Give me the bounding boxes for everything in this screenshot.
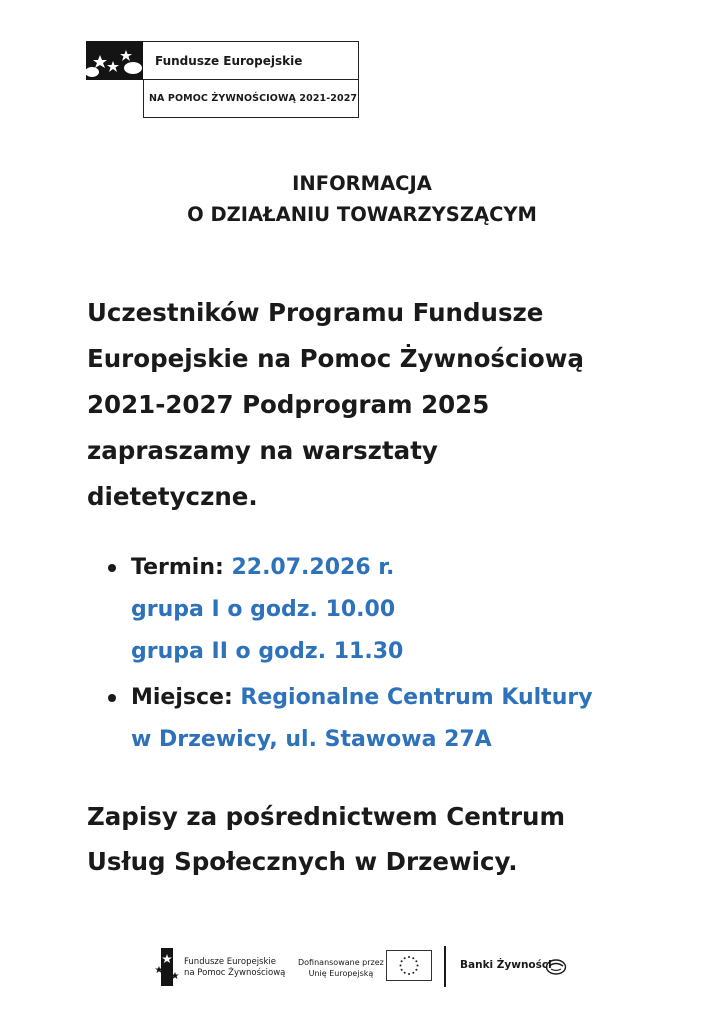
place-label: Miejsce: — [131, 685, 233, 710]
details-list — [108, 547, 668, 765]
place-address: w Drzewicy, ul. Stawowa 27A — [131, 727, 492, 752]
page-title — [0, 168, 724, 230]
intro-line: Europejskie na Pomoc Żywnościową — [87, 344, 584, 373]
intro-line: dietetyczne. — [87, 482, 258, 511]
bullet-icon — [108, 564, 116, 572]
fe-stars-icon — [155, 948, 179, 986]
footer-fe-logo — [155, 948, 285, 988]
bank-name: Banki Żywności — [460, 959, 552, 971]
eu-stars-icon — [86, 41, 143, 80]
logo-title: Fundusze Europejskie — [143, 41, 359, 80]
intro-paragraph — [87, 290, 647, 520]
eu-flag-icon — [386, 950, 432, 981]
term-label: Termin: — [131, 555, 224, 580]
group-1-time: grupa I o godz. 10.00 — [131, 597, 396, 622]
term-item — [108, 547, 668, 673]
title-line-1: INFORMACJA — [292, 172, 432, 195]
place-name: Regionalne Centrum Kultury — [240, 685, 593, 710]
eu-line-2: Unię Europejską — [308, 969, 374, 978]
signup-line: Usług Społecznych w Drzewicy. — [87, 847, 518, 876]
logo-subtitle: NA POMOC ŻYWNOŚCIOWĄ 2021-2027 — [143, 79, 359, 118]
header-logo — [86, 41, 359, 118]
title-line-2: O DZIAŁANIU TOWARZYSZĄCYM — [187, 203, 537, 226]
eu-cofinanced-text — [298, 957, 384, 979]
fe-line-1: Fundusze Europejskie — [184, 957, 276, 967]
signup-line: Zapisy za pośrednictwem Centrum — [87, 802, 566, 831]
group-2-time: grupa II o godz. 11.30 — [131, 639, 404, 664]
bullet-icon — [108, 694, 116, 702]
intro-line: zapraszamy na warsztaty — [87, 436, 438, 465]
signup-info — [87, 794, 647, 884]
footer-divider — [444, 946, 446, 987]
fe-line-2: na Pomoc Żywnościową — [184, 968, 286, 978]
place-item — [108, 677, 668, 761]
intro-line: 2021-2027 Podprogram 2025 — [87, 390, 490, 419]
term-date: 22.07.2026 r. — [231, 555, 395, 580]
intro-line: Uczestników Programu Fundusze — [87, 298, 544, 327]
food-bank-icon — [545, 957, 567, 975]
eu-line-1: Dofinansowane przez — [298, 958, 384, 967]
